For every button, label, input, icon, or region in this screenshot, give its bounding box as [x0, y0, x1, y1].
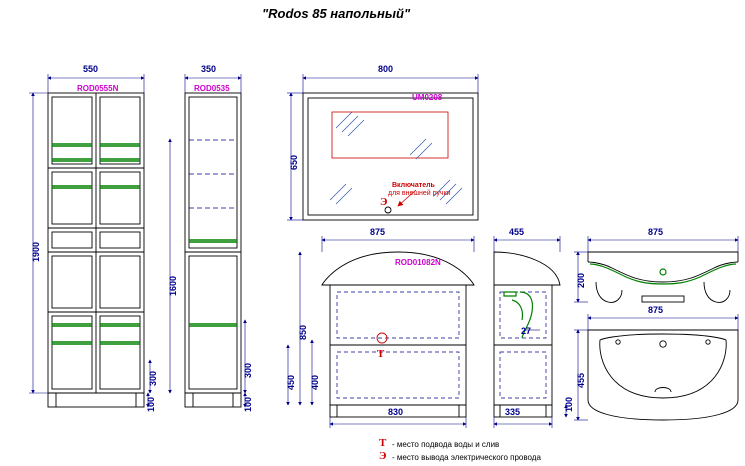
dim-830: 830 — [388, 407, 404, 417]
mark-t-vanity: Т — [377, 348, 385, 360]
dim-650: 650 — [289, 154, 299, 170]
dim-850: 850 — [298, 324, 308, 340]
code-rod0535: ROD0535 — [194, 84, 230, 93]
dim-875-c: 875 — [648, 305, 664, 315]
dim-350: 350 — [201, 64, 217, 74]
legend-mark-0: Т — [379, 437, 387, 449]
dim-200: 200 — [576, 272, 586, 288]
dim-455-b: 455 — [576, 372, 586, 388]
dim-300-a: 300 — [243, 362, 253, 378]
dim-100-c: 100 — [564, 396, 574, 412]
dim-550: 550 — [83, 64, 99, 74]
mark-e-mirror: Э — [380, 196, 388, 208]
dim-1600: 1600 — [168, 275, 178, 296]
dim-875-b: 875 — [648, 227, 664, 237]
dim-450: 450 — [286, 374, 296, 390]
code-rod01082n: ROD01082N — [395, 258, 441, 267]
dim-875-a: 875 — [370, 227, 386, 237]
dim-400: 400 — [310, 374, 320, 390]
dim-300-b: 300 — [148, 370, 158, 386]
switch-label-line2: для внешней ручки — [388, 190, 451, 197]
dim-100-b: 100 — [243, 396, 253, 412]
legend-mark-1: Э — [379, 450, 387, 462]
code-um0208: UM0208 — [412, 93, 443, 102]
switch-label-line1: Включатель — [392, 182, 435, 189]
legend-text-1: - место вывода электрического провода — [392, 453, 541, 462]
legend-text-0: - место подвода воды и слив — [392, 440, 500, 449]
dim-455-a: 455 — [509, 227, 525, 237]
dim-27: 27 — [521, 326, 532, 336]
dim-800: 800 — [378, 64, 394, 74]
dim-1900: 1900 — [31, 241, 41, 262]
dim-335: 335 — [505, 407, 521, 417]
dim-100-a: 100 — [146, 396, 156, 412]
code-rod0555n: ROD0555N — [77, 84, 119, 93]
page-title: "Rodos 85 напольный" — [262, 6, 411, 21]
